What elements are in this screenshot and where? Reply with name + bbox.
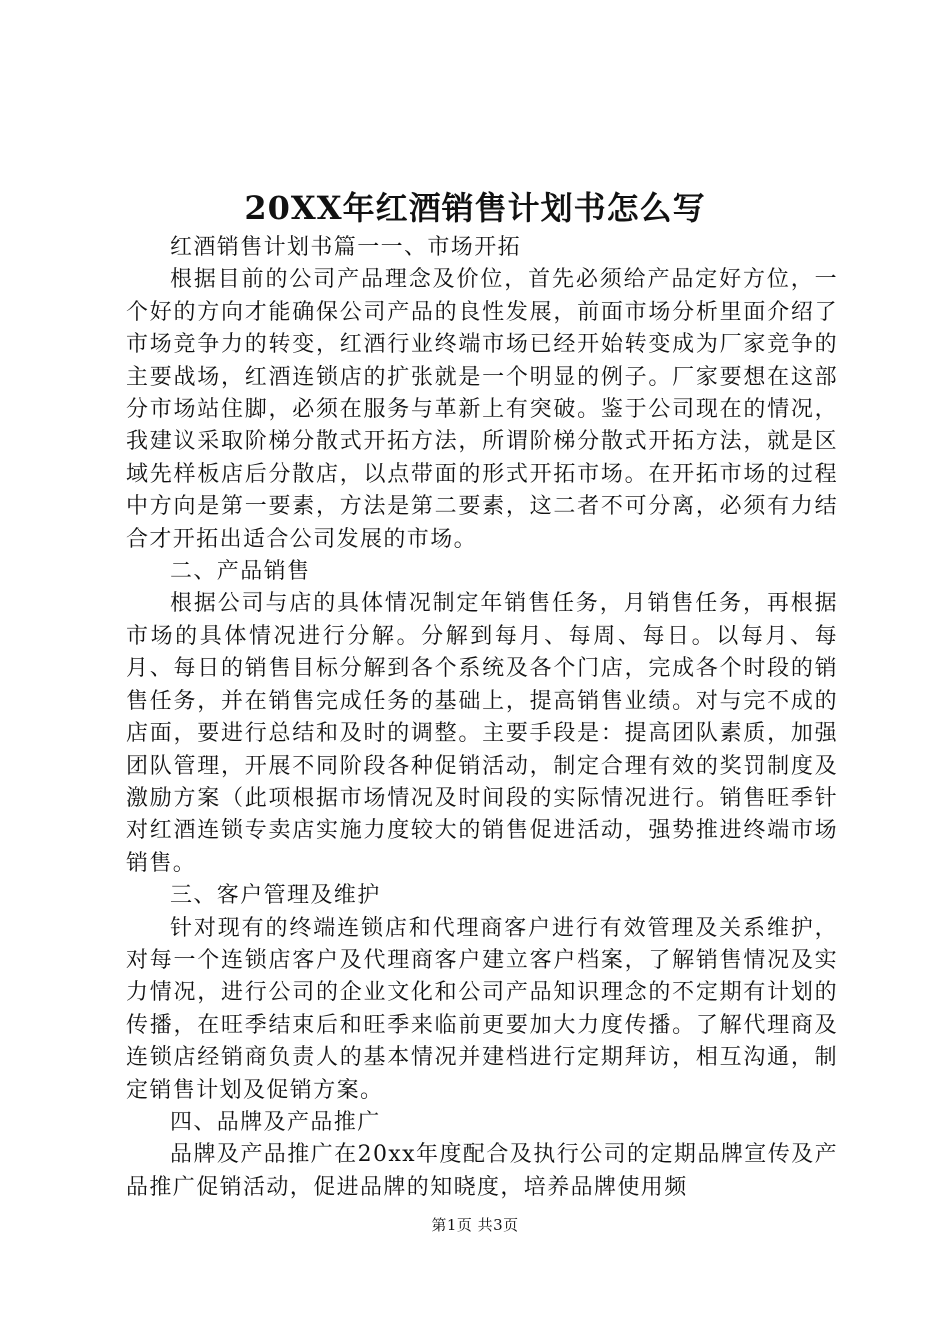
page-footer: 第1页 共3页 — [431, 1216, 519, 1234]
paragraph: 针对现有的终端连锁店和代理商客户进行有效管理及关系维护，对每一个连锁店客户及代理商客户建立客户档案，了解销售情况及实力情况，进行公司的企业文化和公司产品知识理念的不定期有计划的传播，在旺季结束后和旺季来临前更要加大力度传播。了解代理商及连锁店经销商负责人的基本情况并建档进行定期拜访，相互沟通，制定销售计划及促销方案。 — [126, 915, 838, 1103]
document-title: 20XX年红酒销售计划书怎么写 — [244, 189, 706, 227]
paragraph: 根据目前的公司产品理念及价位，首先必须给产品定好方位，一个好的方向才能确保公司产品的良性发展，前面市场分析里面介绍了市场竞争力的转变，红酒行业终端市场已经开始转变成为厂家竞争的主要战场，红酒连锁店的扩张就是一个明显的例子。厂家要想在这部分市场站住脚，必须在服务与革新上有突破。鉴于公司现在的情况，我建议采取阶梯分散式开拓方法，所谓阶梯分散式开拓方法，就是区域先样板店后分散店，以点带面的形式开拓市场。在开拓市场的过程中方向是第一要素，方法是第二要素，这二者不可分离，必须有力结合才开拓出适合公司发展的市场。 — [126, 267, 838, 552]
section-heading: 二、产品销售 — [170, 559, 311, 585]
paragraph: 根据公司与店的具体情况制定年销售任务，月销售任务，再根据市场的具体情况进行分解。分解到每月、每周、每日。以每月、每月、每日的销售目标分解到各个系统及各个门店，完成各个时段的销售任务，并在销售完成任务的基础上，提高销售业绩。对与完不成的店面，要进行总结和及时的调整。主要手段是：提高团队素质，加强团队管理，开展不同阶段各种促销活动，制定合理有效的奖罚制度及激励方案（此项根据市场情况及时间段的实际情况进行。销售旺季针对红酒连锁专卖店实施力度较大的销售促进活动，强势推进终端市场销售。 — [126, 591, 838, 876]
section-heading: 四、品牌及产品推广 — [170, 1109, 381, 1135]
paragraph: 红酒销售计划书篇一一、市场开拓 — [170, 235, 522, 260]
section-heading: 三、客户管理及维护 — [170, 883, 381, 909]
document-body — [126, 232, 838, 1204]
paragraph: 品牌及产品推广在20xx年度配合及执行公司的定期品牌宣传及产品推广促销活动，促进品牌的知晓度，培养品牌使用频 — [126, 1142, 838, 1200]
